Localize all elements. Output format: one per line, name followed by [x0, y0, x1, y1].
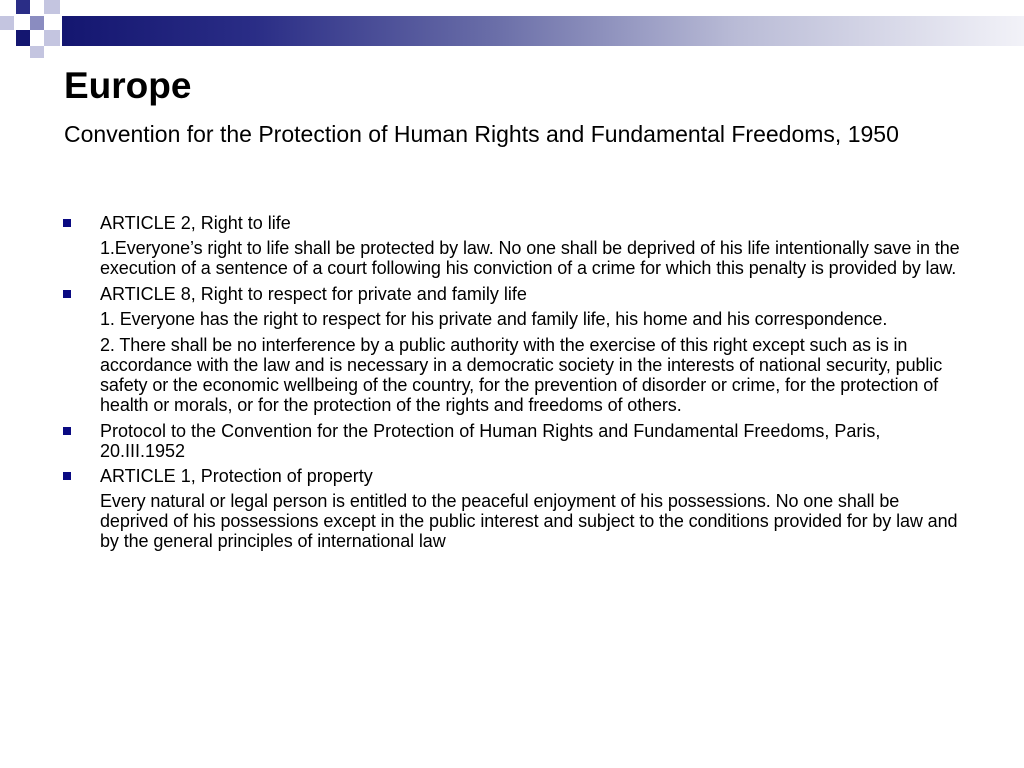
bullet-text: ARTICLE 1, Protection of property: [100, 466, 373, 486]
body-paragraph: 2. There shall be no interference by a public authority with the exercise of this right except such as is in accordance with the law and is necessary in a democratic society in the interests of national security, public safety or the economic wellbeing of the country, for the prevention of disorder or crime, for the protection of health or morals, or for the protection of the rights and freedoms of others.: [100, 335, 943, 415]
body-paragraph: 1.Everyone’s right to life shall be protected by law. No one shall be deprived of his life intentionally save in the execution of a sentence of a court following his conviction of a crime for which this penalty is provided by law.: [100, 238, 960, 278]
deco-square: [16, 0, 30, 14]
body-paragraph: 1. Everyone has the right to respect for his private and family life, his home and his correspondence.: [100, 309, 888, 329]
deco-square: [16, 30, 30, 46]
slide-subtitle: Convention for the Protection of Human Rights and Fundamental Freedoms, 1950: [64, 121, 899, 147]
bullet-text: ARTICLE 2, Right to life: [100, 213, 291, 233]
deco-square: [30, 46, 44, 58]
page-title: Europe: [64, 65, 192, 106]
deco-square: [44, 16, 60, 30]
bullet-text: ARTICLE 8, Right to respect for private and family life: [100, 284, 527, 304]
deco-square: [30, 16, 44, 30]
bullet-item: [0, 421, 970, 461]
deco-square: [44, 0, 60, 14]
bullet-text: Protocol to the Convention for the Protection of Human Rights and Fundamental Freedoms, Paris, 20.III.1952: [100, 421, 881, 461]
title-gradient-bar: [62, 16, 1024, 46]
bullet-square-icon: [63, 290, 71, 298]
bullet-item: [0, 284, 970, 304]
deco-square: [44, 30, 60, 46]
slide-content: [0, 213, 1024, 557]
bullet-square-icon: [63, 427, 71, 435]
bullet-square-icon: [63, 219, 71, 227]
title-decoration: [0, 0, 1024, 60]
bullet-square-icon: [63, 472, 71, 480]
bullet-item: [0, 466, 970, 486]
bullet-item: [0, 213, 970, 233]
deco-square: [0, 16, 14, 30]
body-paragraph: Every natural or legal person is entitled to the peaceful enjoyment of his possessions. No one shall be deprived of his possessions except in the public interest and subject to the conditions provided for by law and by the general principles of international law: [100, 491, 958, 551]
